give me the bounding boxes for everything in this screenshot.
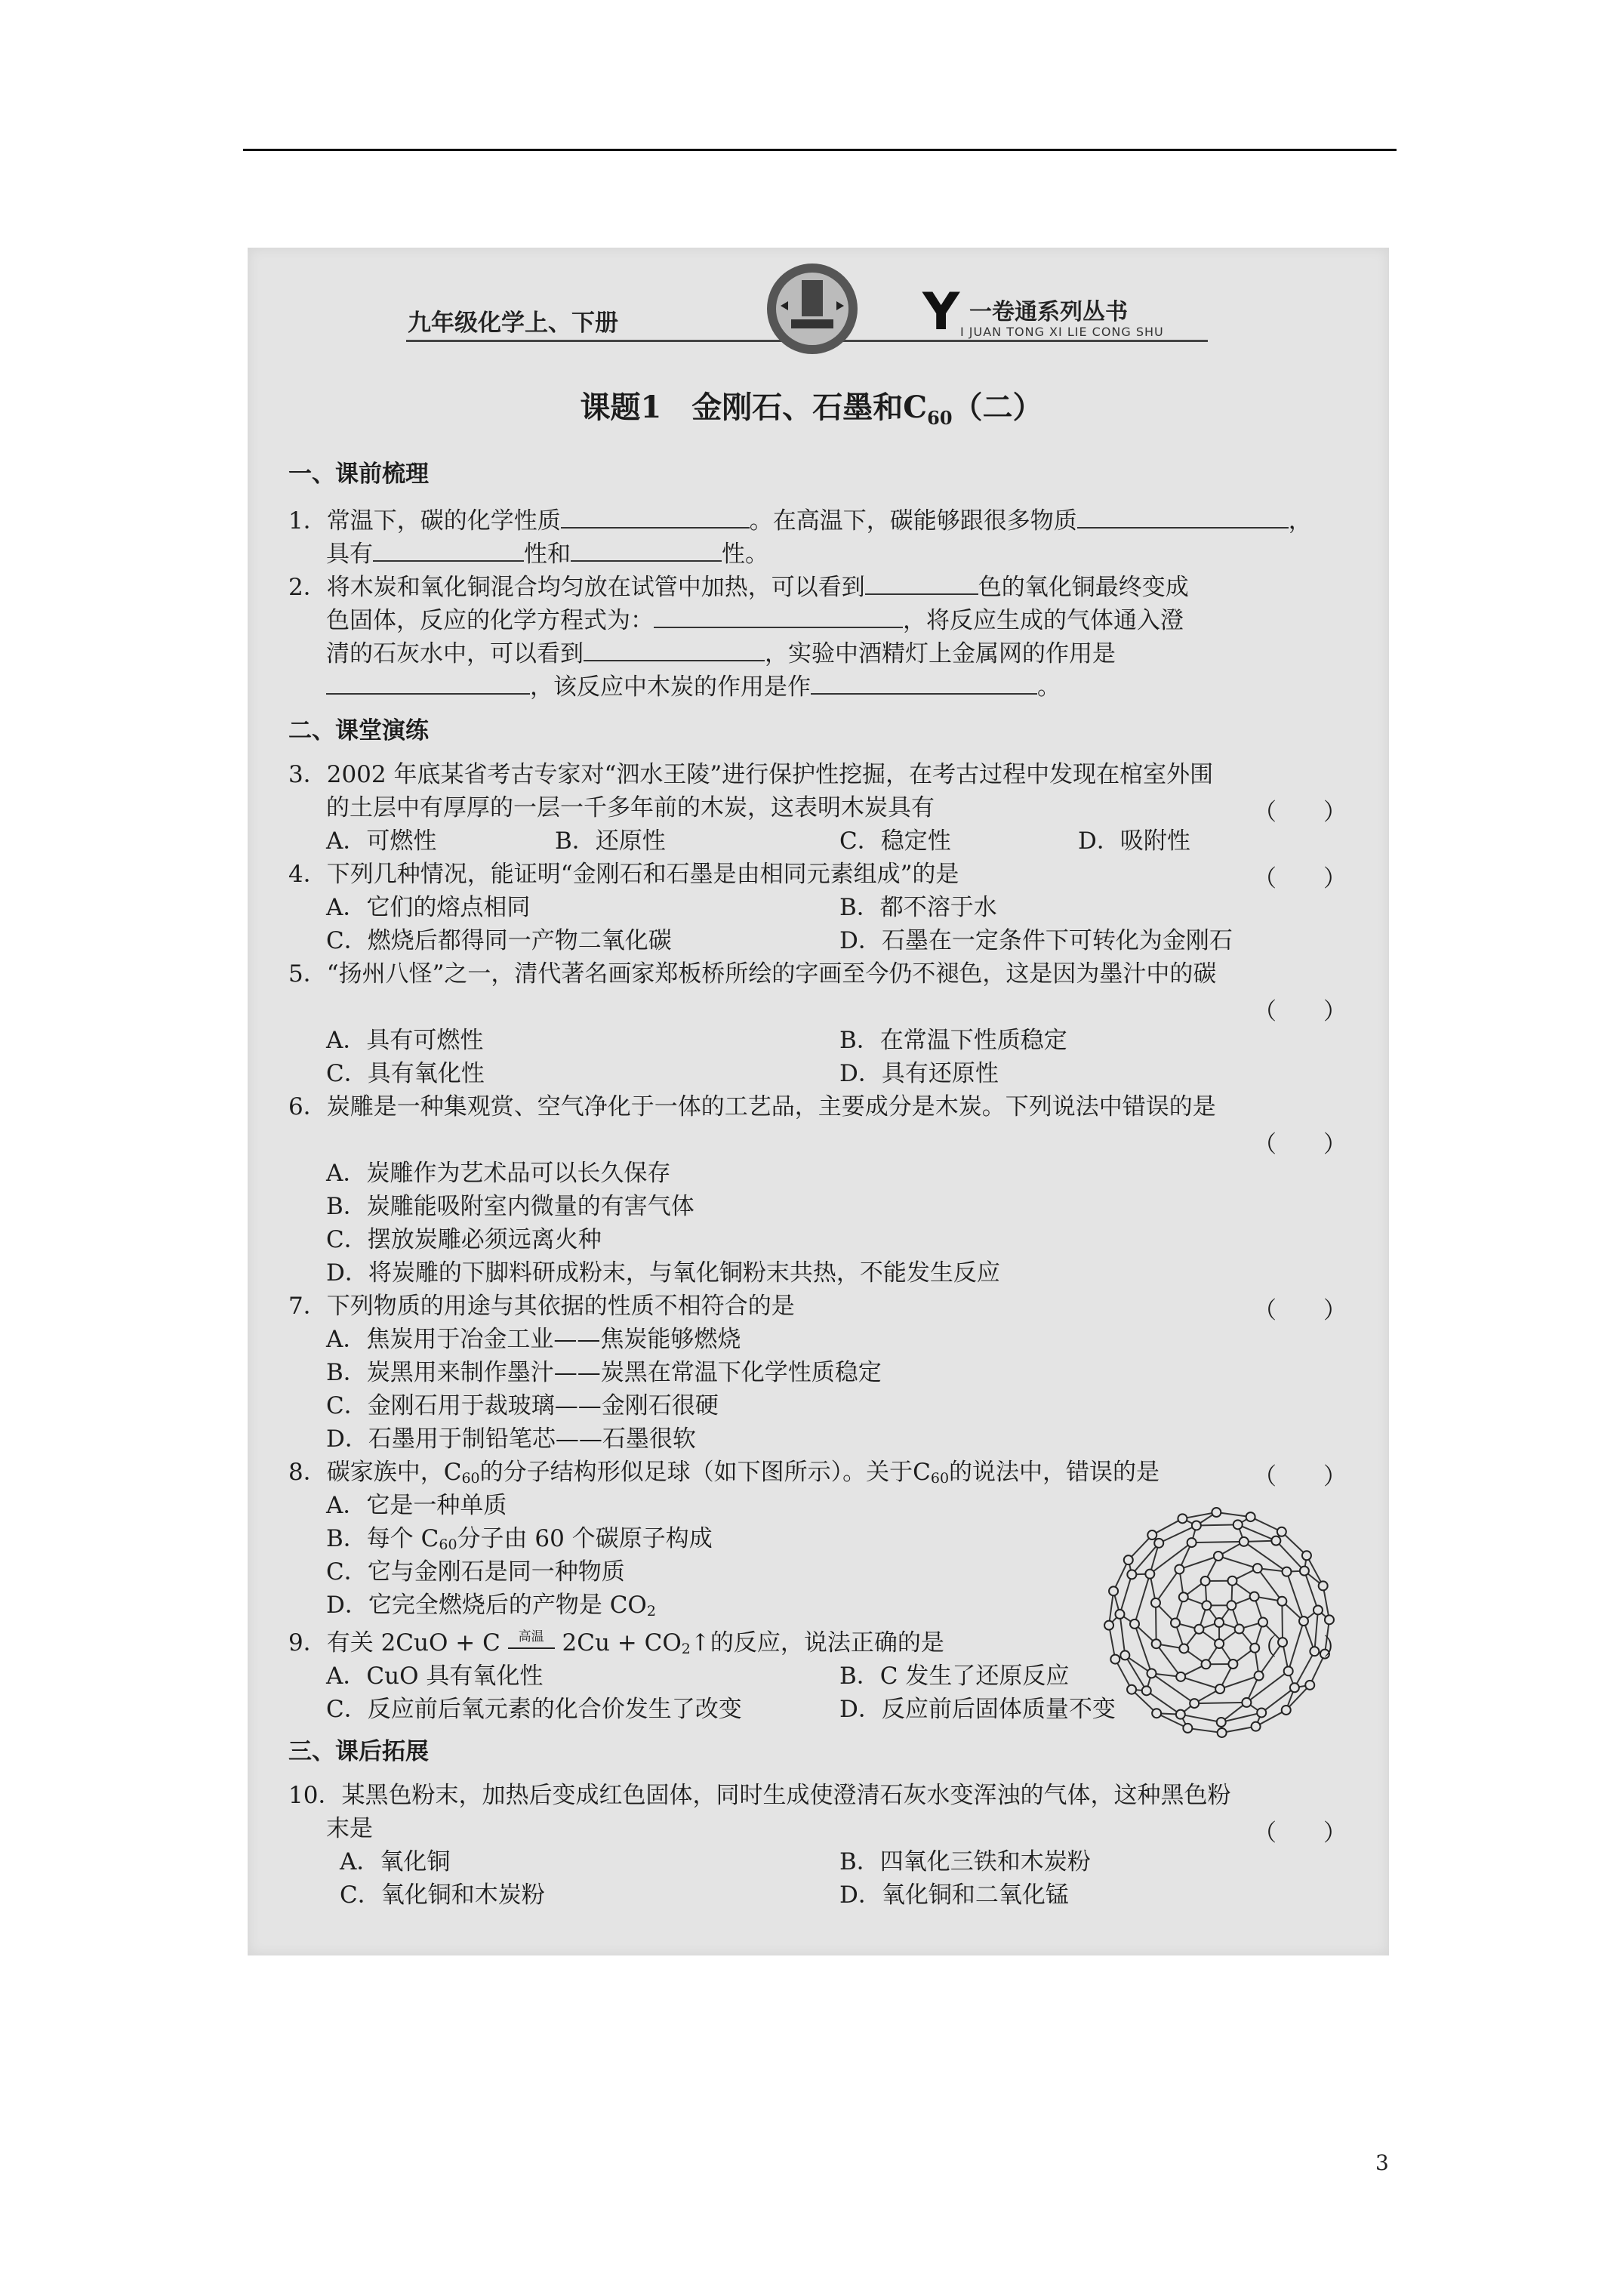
carbon-atom — [1253, 1564, 1262, 1573]
carbon-atom — [1252, 1722, 1261, 1731]
question-2-line-4: ，该反应中木炭的作用是作 。 — [326, 670, 1061, 702]
question-7-stem: 7．下列物质的用途与其依据的性质不相符合的是 — [288, 1293, 795, 1320]
carbon-atom — [1257, 1708, 1266, 1717]
carbon-atom — [1319, 1581, 1328, 1590]
blank[interactable] — [584, 637, 765, 661]
question-5-option-a[interactable]: A．具有可燃性 — [326, 1027, 484, 1054]
carbon-atom — [1271, 1536, 1280, 1546]
blank[interactable] — [571, 538, 722, 562]
carbon-atom — [1147, 1669, 1156, 1678]
carbon-atom — [1154, 1539, 1163, 1548]
carbon-atom — [1202, 1601, 1211, 1610]
question-9-option-d[interactable]: D．反应前后固体质量不变 — [839, 1696, 1116, 1723]
carbon-atom — [1313, 1605, 1323, 1614]
carbon-atom — [1282, 1706, 1291, 1715]
brand-letter: Y — [922, 282, 960, 342]
reaction-arrow: 高温 — [508, 1638, 555, 1650]
blank[interactable] — [865, 571, 978, 595]
carbon-atom — [1217, 1718, 1226, 1727]
question-1-line-2: 具有 性和 性。 — [326, 538, 768, 569]
question-3-option-a[interactable]: A．可燃性 — [326, 827, 437, 855]
carbon-atom — [1300, 1567, 1309, 1576]
question-8-stem: 8．碳家族中，$C_{60}$的分子结构形似足球（如下图所示）。关于$C_{60}$的说法中，错误的是 — [288, 1459, 1160, 1487]
question-3-stem-1: 3．2002 年底某省考古专家对“泗水王陵”进行保护性挖掘，在考古过程中发现在棺室外围 — [288, 761, 1214, 788]
carbon-atom — [1147, 1530, 1156, 1539]
question-3-stem-2: 的土层中有厚厚的一层一千多年前的木炭，这表明木炭具有 — [326, 794, 935, 821]
carbon-atom — [1145, 1570, 1154, 1579]
carbon-atom — [1192, 1521, 1201, 1530]
carbon-atom — [1246, 1512, 1255, 1521]
question-9-option-c[interactable]: C．反应前后氧元素的化合价发生了改变 — [326, 1696, 742, 1723]
carbon-atom — [1242, 1698, 1251, 1707]
page-number: 3 — [1375, 2150, 1389, 2175]
carbon-atom — [1183, 1724, 1192, 1733]
carbon-atom — [1187, 1538, 1196, 1547]
carbon-atom — [1284, 1666, 1293, 1675]
carbon-atom — [1215, 1639, 1224, 1648]
carbon-atom — [1258, 1618, 1267, 1627]
question-5-option-b[interactable]: B．在常温下性质稳定 — [839, 1027, 1067, 1054]
question-4-option-c[interactable]: C．燃烧后都得同一产物二氧化碳 — [326, 927, 672, 954]
blank[interactable] — [326, 670, 530, 695]
c60-molecule-figure — [1104, 1507, 1335, 1738]
carbon-atom — [1227, 1601, 1236, 1610]
carbon-atom — [1176, 1710, 1185, 1719]
carbon-atom — [1115, 1610, 1124, 1619]
answer-paren[interactable]: （ ） — [1253, 1463, 1347, 1490]
carbon-atom — [1227, 1576, 1236, 1586]
question-6-stem: 6．炭雕是一种集观赏、空气净化于一体的工艺品，主要成分是木炭。下列说法中错误的是 — [288, 1093, 1216, 1120]
carbon-atom — [1109, 1586, 1118, 1595]
carbon-atom — [1152, 1639, 1161, 1648]
carbon-atom — [1228, 1660, 1237, 1669]
carbon-atom — [1218, 1728, 1227, 1737]
carbon-atom — [1175, 1564, 1184, 1573]
carbon-atom — [1302, 1551, 1311, 1560]
carbon-atom — [1240, 1537, 1249, 1546]
title-main: 课题1 金刚石、石墨和C — [580, 390, 928, 425]
question-7-option-b[interactable]: B．炭黑用来制作墨汁——炭黑在常温下化学性质稳定 — [326, 1359, 882, 1386]
carbon-atom — [1290, 1683, 1299, 1692]
carbon-atom — [1202, 1660, 1211, 1669]
carbon-atom — [1277, 1597, 1286, 1606]
title-subscript: 60 — [927, 407, 953, 429]
carbon-atom — [1299, 1616, 1308, 1626]
blank[interactable] — [811, 670, 1037, 695]
carbon-atom — [1124, 1555, 1133, 1564]
carbon-atom — [1120, 1650, 1129, 1660]
question-6-option-c[interactable]: C．摆放炭雕必须远离火种 — [326, 1226, 602, 1253]
section-heading-1: 一、课前梳理 — [288, 461, 429, 488]
question-4-stem: 4．下列几种情况，能证明“金刚石和石墨是由相同元素组成”的是 — [288, 861, 959, 888]
carbon-atom — [1277, 1527, 1286, 1536]
question-2-line-3: 清的石灰水中，可以看到 ，实验中酒精灯上金属网的作用是 — [326, 637, 1116, 669]
question-2-line-2: 色固体，反应的化学方程式为： ，将反应生成的气体通入澄 — [326, 604, 1184, 636]
question-7-option-d[interactable]: D．石墨用于制铅笔芯——石墨很软 — [326, 1425, 696, 1453]
carbon-atom — [1142, 1686, 1151, 1695]
question-9-option-b[interactable]: B．C 发生了还原反应 — [839, 1663, 1070, 1690]
question-10-option-a[interactable]: A．氧化铜 — [340, 1848, 451, 1875]
carbon-atom — [1233, 1520, 1243, 1529]
question-10-option-c[interactable]: C．氧化铜和木炭粉 — [340, 1881, 545, 1909]
carbon-atom — [1235, 1625, 1244, 1634]
answer-paren[interactable]: （ ） — [1253, 865, 1347, 892]
carbon-atom — [1215, 1618, 1224, 1627]
blank[interactable] — [1077, 504, 1289, 529]
carbon-atom — [1255, 1672, 1264, 1681]
blank[interactable] — [373, 538, 524, 562]
question-8-option-c[interactable]: C．它与金刚石是同一种物质 — [326, 1558, 625, 1586]
carbon-atom — [1178, 1514, 1187, 1523]
question-4-option-a[interactable]: A．它们的熔点相同 — [326, 894, 531, 921]
question-3-option-b[interactable]: B．还原性 — [555, 827, 666, 855]
question-7-option-c[interactable]: C．金刚石用于裁玻璃——金刚石很硬 — [326, 1392, 719, 1419]
carbon-atom — [1325, 1615, 1334, 1624]
question-1-line-1: 1．常温下，碳的化学性质 。在高温下，碳能够跟很多物质 ， — [288, 504, 1312, 536]
answer-paren[interactable]: （ ） — [1253, 1297, 1347, 1324]
question-10-stem-2: 末是 — [326, 1815, 373, 1842]
top-rule — [243, 149, 1397, 151]
question-8-option-b[interactable]: B．每个 $C_{60}$分子由 60 个碳原子构成 — [326, 1525, 713, 1553]
carbon-atom — [1127, 1685, 1136, 1694]
lesson-title — [0, 384, 1623, 429]
carbon-atom — [1201, 1576, 1210, 1586]
carbon-atom — [1110, 1655, 1119, 1664]
question-5-option-d[interactable]: D．具有还原性 — [839, 1060, 999, 1087]
emblem-icon — [764, 260, 861, 357]
answer-paren[interactable]: （ ） — [1253, 1820, 1347, 1847]
carbon-atom — [1171, 1618, 1180, 1627]
carbon-atom — [1104, 1621, 1113, 1630]
answer-paren[interactable]: （ ） — [1253, 1131, 1347, 1158]
carbon-atom — [1305, 1681, 1314, 1690]
carbon-atom — [1283, 1567, 1292, 1576]
question-4-option-d[interactable]: D．石墨在一定条件下可转化为金刚石 — [839, 927, 1233, 954]
carbon-atom — [1127, 1570, 1136, 1579]
carbon-atom — [1151, 1598, 1160, 1607]
carbon-atom — [1215, 1684, 1224, 1693]
question-6-option-a[interactable]: A．炭雕作为艺术品可以长久保存 — [326, 1160, 671, 1187]
carbon-atom — [1194, 1625, 1203, 1634]
question-8-option-a[interactable]: A．它是一种单质 — [326, 1492, 507, 1519]
question-5-stem: 5．“扬州八怪”之一，清代著名画家郑板桥所绘的字画至今仍不褪色，这是因为墨汁中的碳 — [288, 960, 1217, 988]
question-3-option-c[interactable]: C．稳定性 — [839, 827, 951, 855]
question-9-option-a[interactable]: A．CuO 具有氧化性 — [326, 1663, 544, 1690]
title-tail: （二） — [952, 390, 1043, 425]
carbon-atom — [1130, 1620, 1139, 1629]
carbon-atom — [1212, 1508, 1221, 1517]
carbon-atom — [1179, 1644, 1188, 1653]
question-10-option-b[interactable]: B．四氧化三铁和木炭粉 — [839, 1848, 1091, 1875]
book-title: 九年级化学上、下册 — [408, 310, 618, 337]
question-7-option-a[interactable]: A．焦炭用于冶金工业——焦炭能够燃烧 — [326, 1326, 741, 1353]
blank[interactable] — [654, 604, 903, 628]
question-10-stem-1: 10．某黑色粉末，加热后变成红色固体，同时生成使澄清石灰水变浑浊的气体，这种黑色粉 — [288, 1782, 1231, 1809]
brand-pinyin: I JUAN TONG XI LIE CONG SHU — [960, 325, 1164, 339]
carbon-atom — [1214, 1552, 1223, 1561]
carbon-atom — [1250, 1592, 1259, 1601]
question-9-stem: 9．有关 2CuO + C 高温 $2Cu + CO_2↑$的反应，说法正确的是 — [288, 1629, 944, 1657]
question-2-line-1: 2．将木炭和氧化铜混合均匀放在试管中加热，可以看到 色的氧化铜最终变成 — [288, 571, 1189, 603]
brand-chinese: 一卷通系列丛书 — [969, 299, 1128, 325]
answer-paren[interactable]: （ ） — [1253, 1634, 1347, 1661]
answer-paren[interactable]: （ ） — [1253, 799, 1347, 826]
carbon-atom — [1179, 1592, 1188, 1601]
question-6-option-d[interactable]: D．将炭雕的下脚料研成粉末，与氧化铜粉末共热，不能发生反应 — [326, 1259, 1000, 1287]
question-6-option-b[interactable]: B．炭雕能吸附室内微量的有害气体 — [326, 1193, 694, 1220]
question-3-option-d[interactable]: D．吸附性 — [1078, 827, 1190, 855]
carbon-atom — [1152, 1709, 1161, 1718]
section-heading-2: 二、课堂演练 — [288, 717, 429, 744]
blank[interactable] — [561, 504, 750, 529]
question-5-option-c[interactable]: C．具有氧化性 — [326, 1060, 485, 1087]
question-4-option-b[interactable]: B．都不溶于水 — [839, 894, 997, 921]
answer-paren[interactable]: （ ） — [1253, 998, 1347, 1025]
question-10-option-d[interactable]: D．氧化铜和二氧化锰 — [839, 1881, 1069, 1909]
question-8-option-d[interactable]: D．它完全燃烧后的产物是 $CO_2$ — [326, 1592, 656, 1620]
carbon-atom — [1190, 1699, 1199, 1708]
carbon-atom — [1176, 1672, 1185, 1681]
section-heading-3: 三、课后拓展 — [288, 1738, 429, 1765]
